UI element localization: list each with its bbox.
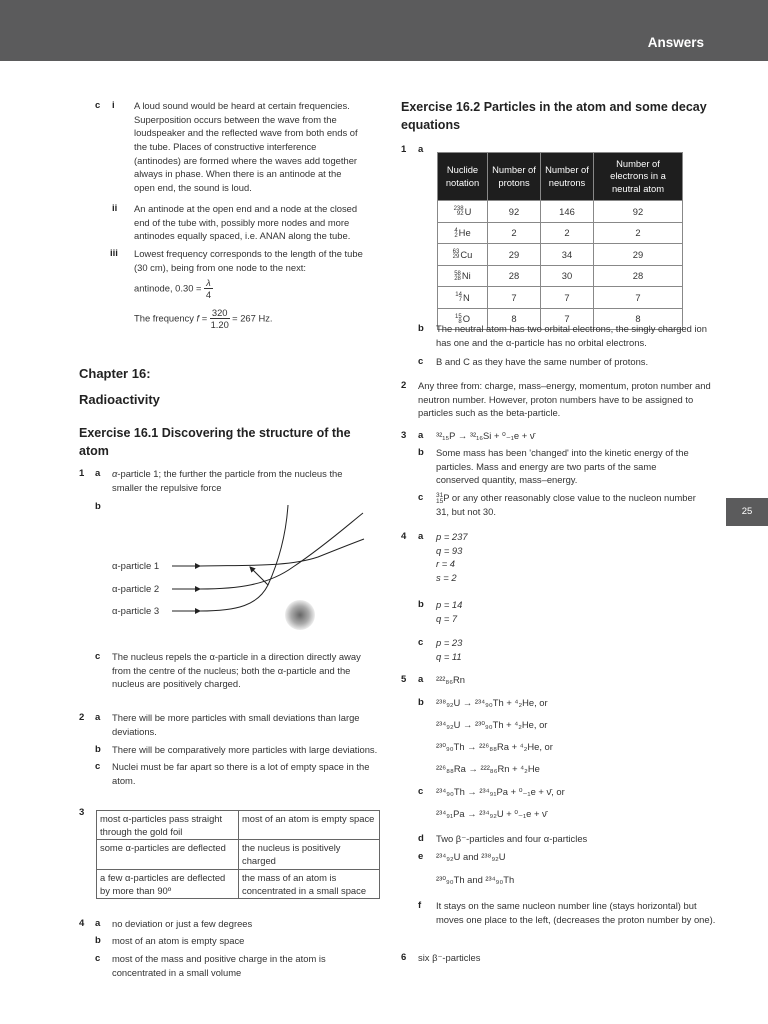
- atomic-number: 7: [458, 297, 462, 304]
- repulsive-force-arrow: [250, 567, 268, 585]
- part-cii-text: An antinode at the open end and a node at the closed end of the tube with, possibly more nodes and more antinodes equally spaced, i.e. ANAN along the tube.: [134, 203, 358, 242]
- exercise-16-2-title: Exercise 16.2 Particles in the atom and some decay equations: [401, 100, 707, 133]
- atomic-number: 15: [436, 497, 444, 505]
- mass-number: 238: [453, 206, 464, 212]
- table-row: [97, 869, 380, 898]
- equation-antinode-lhs: antinode, 0.30 =: [134, 282, 202, 294]
- fraction-numerator: 320: [211, 307, 228, 318]
- table-cell: 29: [594, 244, 683, 266]
- alpha-particle-1-label: α-particle 1: [112, 561, 160, 572]
- r-q4b-label: b: [418, 599, 424, 610]
- alpha-particle-3-path: [200, 505, 288, 611]
- alpha-symbol: α: [112, 468, 118, 479]
- table-cell: 92: [594, 201, 683, 223]
- element-symbol: O: [462, 313, 470, 325]
- table-cell: 8: [488, 308, 541, 330]
- r-q5c-equations: [436, 785, 565, 829]
- gold-nucleus: [285, 600, 315, 630]
- table-cell: 8: [594, 308, 683, 330]
- r-q3a-label: a: [418, 430, 424, 441]
- table-cell: 28: [488, 265, 541, 287]
- alpha-particle-2-path: [200, 513, 363, 589]
- mass-number: 58: [454, 270, 461, 277]
- part-cii-label: ii: [112, 203, 118, 214]
- alpha-particle-2-label: α-particle 2: [112, 584, 160, 595]
- answer-line: s = 2: [436, 571, 457, 583]
- table-cell: the mass of an atom is concentrated in a small space: [239, 869, 380, 898]
- atomic-number: 28: [454, 275, 461, 282]
- part-ci-text: A loud sound would be heard at certain frequencies. Superposition occurs between the wave from the loudspeaker and the reflected wave from both ends of the tube. Places of constructive interference (antinodes) are formed where the waves add together always in phase. When there is an antinode at the open end, the sound is loud.: [134, 100, 358, 193]
- q1a-text: [112, 467, 362, 494]
- fraction-denominator: 1.20: [210, 319, 229, 331]
- q4c-text: most of the mass and positive charge in the atom is concentrated in a small volume: [112, 953, 326, 978]
- element-symbol: Cu: [460, 248, 473, 260]
- equation-frequency-result: = 267 Hz.: [232, 312, 273, 324]
- decay-equation: ²³⁰₉₀Th → ²²⁶₈₈Ra + ⁴₂He, or: [436, 741, 553, 752]
- alpha-particle-3-label: α-particle 3: [112, 606, 160, 617]
- part-c-label: c: [95, 100, 101, 111]
- table-row: [97, 811, 380, 840]
- r-q5b-label: b: [418, 697, 424, 708]
- r-q1a-label: a: [418, 144, 424, 155]
- r-q5e-line2: ²³⁰₉₀Th and ²³⁴₉₀Th: [436, 874, 515, 885]
- element-symbol: U: [464, 205, 472, 217]
- nuclide-cell: [438, 244, 488, 266]
- r-q4c-lines: [436, 636, 462, 663]
- r-q1c-text: B and C as they have the same number of protons.: [436, 356, 649, 367]
- table-cell: the nucleus is positively charged: [239, 840, 380, 869]
- decay-equation: ²²⁶₈₈Ra → ²²²₈₆Rn + ⁴₂He: [436, 763, 540, 774]
- nuclide-table: [437, 152, 683, 330]
- chapter-label: Chapter 16:: [79, 366, 151, 381]
- q2b-text: There will be comparatively more particles with large deviations.: [112, 744, 378, 755]
- mass-number: 14: [455, 292, 462, 298]
- r-q5e-line1: ²³⁴₉₂U and ²³⁸₉₂U: [436, 851, 506, 862]
- r-q5d-text: Two β⁻-particles and four α-particles: [436, 833, 588, 844]
- table-row: [438, 287, 683, 309]
- nuclide-cell: [438, 222, 488, 244]
- table-header: Nuclide notation: [438, 153, 488, 201]
- fraction-denominator: 4: [205, 289, 212, 301]
- mass-number: 15: [455, 313, 462, 320]
- atomic-number: 8: [458, 318, 462, 325]
- nuclide-notation: [454, 207, 464, 217]
- answer-line: p = 237: [436, 531, 468, 542]
- table-cell: 28: [594, 265, 683, 287]
- r-question-1-number: 1: [401, 144, 407, 155]
- atomic-number: 2: [454, 232, 458, 239]
- table-header: Number of protons: [488, 153, 541, 201]
- r-question-4-number: 4: [401, 531, 407, 542]
- q2b-label: b: [95, 744, 101, 755]
- table-header-row: [438, 153, 683, 201]
- decay-equation: ²³⁸₉₂U → ²³⁴₉₀Th + ⁴₂He, or: [436, 697, 548, 708]
- table-cell: 146: [541, 201, 594, 223]
- r-q3b-label: b: [418, 447, 424, 458]
- table-cell: 34: [541, 244, 594, 266]
- table-cell: 2: [541, 222, 594, 244]
- part-ci-label: i: [112, 100, 115, 111]
- equation-antinode: [134, 278, 213, 300]
- nuclide-table-body: [438, 201, 683, 330]
- r-q5d-label: d: [418, 833, 424, 844]
- r-question-6-number: 6: [401, 952, 407, 963]
- r-q3c-text: [436, 491, 706, 518]
- r-q2-text: Any three from: charge, mass–energy, momentum, proton number and neutron number. However, proton numbers have to be assigned to particles such as the beta-particle.: [418, 380, 711, 419]
- mass-number: 31: [436, 492, 444, 500]
- r-question-3-number: 3: [401, 430, 407, 441]
- table-cell: 30: [541, 265, 594, 287]
- question-1-number: 1: [79, 468, 85, 479]
- table-header: Number of neutrons: [541, 153, 594, 201]
- q2c-label: c: [95, 761, 101, 772]
- fraction-numerator: λ: [206, 277, 211, 288]
- question-2-number: 2: [79, 712, 85, 723]
- r-q3a-equation: ³²₁₅P → ³²₁₆Si + ⁰₋₁e + ν̄: [436, 430, 535, 441]
- r-q5e-label: e: [418, 851, 424, 862]
- q4b-label: b: [95, 935, 101, 946]
- decay-equation: ²³⁴₉₁Pa → ²³⁴₉₂U + ⁰₋₁e + ν̄: [436, 808, 547, 819]
- r-q5f-text: It stays on the same nucleon number line (stays horizontal) but moves one place to the left, (decreases the proton number by one).: [436, 900, 716, 925]
- answer-line: q = 7: [436, 612, 458, 624]
- r-q5f-label: f: [418, 900, 422, 911]
- header-title: Answers: [647, 35, 704, 50]
- q2a-label: a: [95, 712, 101, 723]
- answer-line: p = 14: [436, 599, 463, 610]
- r-q1b-text: The neutral atom has two orbital electrons, the singly charged ion has one and the α-particle has no orbital electrons.: [436, 323, 707, 348]
- r-q4b-lines: [436, 598, 462, 625]
- part-ciii-label: iii: [110, 248, 118, 259]
- nuclide-cell: [438, 201, 488, 223]
- r-q1c-label: c: [418, 356, 424, 367]
- answer-line: r = 4: [436, 558, 456, 570]
- table-row: [438, 244, 683, 266]
- table-cell: most α-particles pass straight through the gold foil: [97, 811, 239, 840]
- r-q5a-equation: ²²²₈₆Rn: [436, 674, 466, 685]
- r-q4c-label: c: [418, 637, 424, 648]
- r-q4a-lines: [436, 530, 468, 585]
- nuclide-cell: [438, 287, 488, 309]
- question-3-number: 3: [79, 807, 85, 818]
- element-symbol: Ni: [461, 270, 471, 282]
- r-question-5-number: 5: [401, 674, 407, 685]
- q4a-label: a: [95, 918, 101, 929]
- r-q3b-text: Some mass has been 'changed' into the kinetic energy of the particles. Mass and energy are two parts of the same conserved quantity, mass–energy.: [436, 447, 689, 486]
- q1b-label: b: [95, 501, 101, 512]
- answer-line: p = 23: [436, 637, 463, 648]
- nuclide-notation: [453, 250, 460, 260]
- r-q6-text: six β⁻-particles: [418, 952, 481, 963]
- q1a-answer: -particle 1; the further the particle from the nucleus the smaller the repulsive force: [112, 468, 343, 493]
- r-q5a-label: a: [418, 674, 424, 685]
- r-q3c-label: c: [418, 492, 424, 503]
- chapter-title: Radioactivity: [79, 392, 160, 407]
- exercise-16-1-title: Exercise 16.1 Discovering the structure of the atom: [79, 426, 351, 459]
- table-cell: 92: [488, 201, 541, 223]
- table-cell: some α-particles are deflected: [97, 840, 239, 869]
- r-question-2-number: 2: [401, 380, 407, 391]
- table-cell: 7: [488, 287, 541, 309]
- table-cell: most of an atom is empty space: [239, 811, 380, 840]
- fraction-lambda-over-4: [204, 278, 213, 300]
- fraction-320-over-120: [210, 308, 230, 330]
- decay-equation: ²³⁴₉₂U → ²³⁰₉₀Th + ⁴₂He, or: [436, 719, 548, 730]
- nuclide-notation: [455, 293, 462, 303]
- frequency-symbol: f: [196, 312, 200, 324]
- decay-equation: ²³⁴₉₀Th → ²³⁴₉₁Pa + ⁰₋₁e + ν̄, or: [436, 786, 565, 797]
- element-symbol: He: [458, 227, 471, 239]
- atomic-number: 29: [452, 254, 460, 261]
- page-number-tab: 25: [726, 498, 768, 526]
- observation-conclusion-table: [96, 810, 380, 899]
- q2a-text: There will be more particles with small deviations than large deviations.: [112, 712, 360, 737]
- equation-frequency-prefix: The frequency: [134, 312, 194, 324]
- r-q1b-label: b: [418, 323, 424, 334]
- nuclide-notation: [454, 229, 457, 239]
- alpha-scattering-diagram: [108, 505, 370, 645]
- element-symbol: N: [462, 291, 470, 303]
- equals-sign: =: [201, 312, 208, 324]
- mass-number: 4: [454, 227, 458, 234]
- table-cell: a few α-particles are deflected by more than 90º: [97, 869, 239, 898]
- nuclide-notation: [454, 272, 461, 282]
- q4a-text: no deviation or just a few degrees: [112, 918, 253, 929]
- table-cell: 29: [488, 244, 541, 266]
- table-row: [438, 201, 683, 223]
- table-row: [438, 222, 683, 244]
- table-row: [97, 840, 380, 869]
- table-cell: 2: [594, 222, 683, 244]
- table-cell: 2: [488, 222, 541, 244]
- r-q3c-answer: P or any other reasonably close value to the nucleon number 31, but not 30.: [436, 492, 696, 517]
- question-4-number: 4: [79, 918, 85, 929]
- q1c-text: The nucleus repels the α-particle in a direction directly away from the centre of the nucleus; both the α-particle and the nucleus are positively charged.: [112, 651, 361, 690]
- table-header: Number of electrons in a neutral atom: [594, 153, 683, 201]
- equation-frequency: [134, 308, 273, 330]
- q4c-label: c: [95, 953, 101, 964]
- nuclide-cell: [438, 265, 488, 287]
- r-q5b-equations: [436, 696, 553, 784]
- mass-number: 63: [452, 249, 460, 255]
- q1c-label: c: [95, 651, 101, 662]
- answer-line: q = 11: [436, 650, 462, 662]
- r-q4a-label: a: [418, 531, 424, 542]
- table-row: [438, 265, 683, 287]
- r-q5c-label: c: [418, 786, 424, 797]
- table-cell: 7: [594, 287, 683, 309]
- q4b-text: most of an atom is empty space: [112, 935, 245, 946]
- table-cell: 7: [541, 308, 594, 330]
- q1a-label: a: [95, 468, 101, 479]
- q2c-text: Nuclei must be far apart so there is a lot of empty space in the atom.: [112, 761, 370, 786]
- answer-line: q = 93: [436, 544, 463, 556]
- part-ciii-text: Lowest frequency corresponds to the length of the tube (30 cm), being from one node to the next:: [134, 248, 363, 273]
- atomic-number: 92: [456, 211, 464, 218]
- table-cell: 7: [541, 287, 594, 309]
- header-bar: [0, 0, 768, 61]
